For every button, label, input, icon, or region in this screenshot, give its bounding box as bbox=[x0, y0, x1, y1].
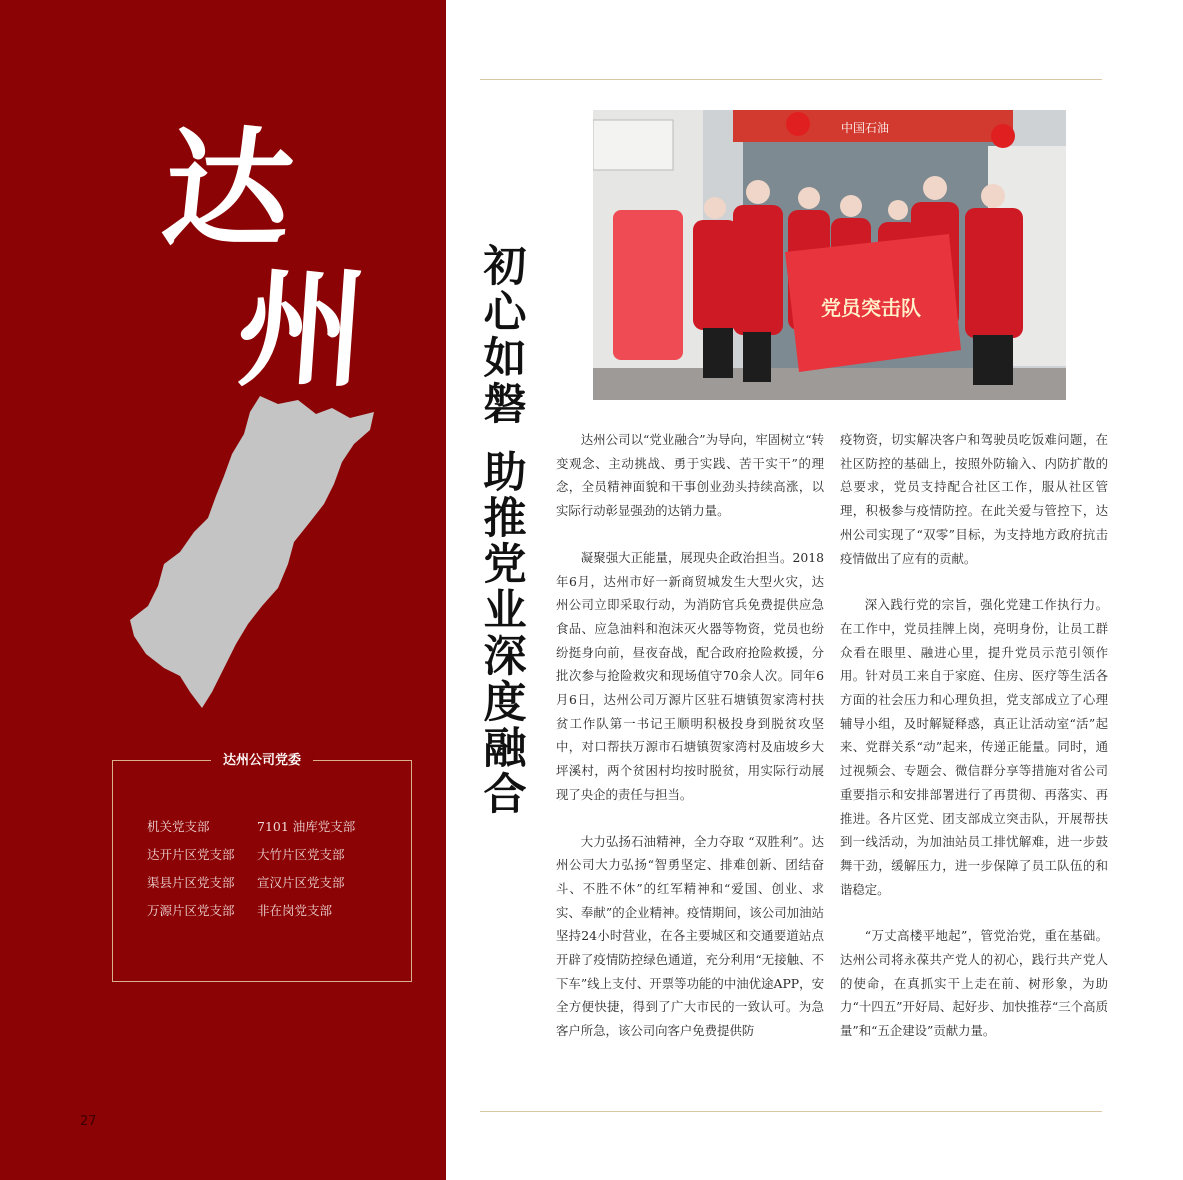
article-paragraph: 大力弘扬石油精神，全力夺取 “双胜利”。达州公司大力弘扬“智勇坚定、排难创新、团结奋斗、不胜不休”的红军精神和“爱国、创业、求实、奉献”的企业精神。疫情期间，该公司加油站坚持24小时营业，在各主要城区和交通要道站点开辟了疫情防控绿色通道，充分利用“无接触、不下车”线上支付、开票等功能的中油优途APP，安全方便快捷，得到了广大市民的一致认可。为急客户所急，该公司向客户免费提供防 bbox=[556, 833, 824, 1039]
bottom-rule bbox=[480, 1111, 1102, 1112]
committee-box bbox=[112, 753, 412, 982]
photo-illustration bbox=[593, 110, 1066, 400]
article-paragraph: 达州公司以“党业融合”为导向，牢固树立“转变观念、主动挑战、勇于实践、苦干实干”的理念，全员精神面貌和干事创业劲头持续高涨，以实际行动彰显强劲的达销力量。 bbox=[556, 432, 824, 519]
headline-vertical bbox=[470, 244, 540, 818]
page-number: 27 bbox=[80, 1114, 97, 1129]
branch-item: 宣汉片区党支部 bbox=[257, 875, 345, 890]
headline-char: 磐 bbox=[483, 380, 527, 430]
article-paragraph: “万丈高楼平地起”，管党治党，重在基础。达州公司将永葆共产党人的初心，践行共产党人的使命，在真抓实干上走在前、树形象，为助力“十四五”开好局、起好步、加快推荐“三个高质量”和“五企建设”贡献力量。 bbox=[840, 928, 1108, 1039]
branch-item: 渠县片区党支部 bbox=[147, 875, 235, 890]
banner-text: 党员突击队 bbox=[821, 296, 921, 320]
article-paragraph: 凝聚强大正能量，展现央企政治担当。2018年6月，达州市好一新商贸城发生大型火灾，达州公司立即采取行动，为消防官兵免费提供应急食品、应急油料和泡沫灭火器等物资，党员也纷纷挺身向前，昼夜奋战，配合政府抢险救援，分批次参与抢险救灾和现场值守70余人次。同年6月6日，达州公司万源片区驻石塘镇贺家湾村扶贫工作队第一书记王顺明积极投身到脱贫攻坚中，对口帮扶万源市石塘镇贺家湾村及庙坡乡大坪溪村，两个贫困村均按时脱贫，用实际行动展现了央企的责任与担当。 bbox=[556, 549, 824, 802]
branch-item: 机关党支部 bbox=[147, 819, 210, 834]
headline-char: 推 bbox=[483, 494, 527, 544]
branch-item: 万源片区党支部 bbox=[147, 903, 235, 918]
group-photo bbox=[593, 110, 1066, 400]
article-paragraph: 疫物资，切实解决客户和驾驶员吃饭难问题，在社区防控的基础上，按照外防输入、内防扩散的总要求，党员支持配合社区工作，服从社区管理，积极参与疫情防控。在此关爱与管控下，达州公司实现了“双零”目标，为支持地方政府抗击疫情做出了应有的贡献。 bbox=[840, 432, 1108, 566]
headline-char: 初 bbox=[483, 242, 527, 292]
headline-char: 合 bbox=[483, 770, 527, 820]
headline-char: 度 bbox=[483, 678, 527, 728]
article-column-left bbox=[556, 428, 824, 1066]
branch-item: 非在岗党支部 bbox=[257, 903, 333, 918]
headline-char: 党 bbox=[483, 540, 527, 590]
map-region bbox=[130, 396, 374, 708]
headline-char: 心 bbox=[483, 288, 527, 338]
headline-char: 业 bbox=[483, 586, 527, 636]
branch-list bbox=[147, 817, 401, 921]
headline-char: 融 bbox=[483, 724, 527, 774]
branch-item: 达开片区党支部 bbox=[147, 847, 235, 862]
city-title-char: 州 bbox=[232, 255, 372, 405]
article-column-right bbox=[840, 428, 1108, 1066]
city-title bbox=[150, 115, 372, 405]
headline-char: 如 bbox=[483, 334, 527, 384]
dazhou-map-shape bbox=[128, 392, 378, 712]
city-title-char: 达 bbox=[156, 115, 300, 265]
committee-title: 达州公司党委 bbox=[211, 750, 313, 772]
store-sign: 中国石油 bbox=[841, 121, 890, 135]
headline-char: 深 bbox=[483, 632, 527, 682]
branch-item: 7101 油库党支部 bbox=[257, 819, 356, 834]
top-rule bbox=[480, 79, 1102, 80]
article-paragraph: 深入践行党的宗旨，强化党建工作执行力。在工作中，党员挂牌上岗，亮明身份，让员工群众看在眼里、融进心里，提升党员示范引领作用。针对员工来自于家庭、住房、医疗等生活各方面的社会压力和心理负担，党支部成立了心理辅导小组，及时解疑释惑，真正让活动室“活”起来、党群关系“动”起来，传递正能量。同时，通过视频会、专题会、微信群分享等措施对省公司重要指示和安排部署进行了再贯彻、再落实、再推进。各片区党、团支部成立突击队，开展帮扶到一线活动，为加油站员工排忧解难，进一步鼓舞干劲，缓解压力，进一步保障了员工队伍的和谐稳定。 bbox=[840, 597, 1108, 897]
branch-item: 大竹片区党支部 bbox=[257, 847, 345, 862]
headline-char: 助 bbox=[483, 448, 527, 498]
left-panel bbox=[0, 0, 446, 1180]
